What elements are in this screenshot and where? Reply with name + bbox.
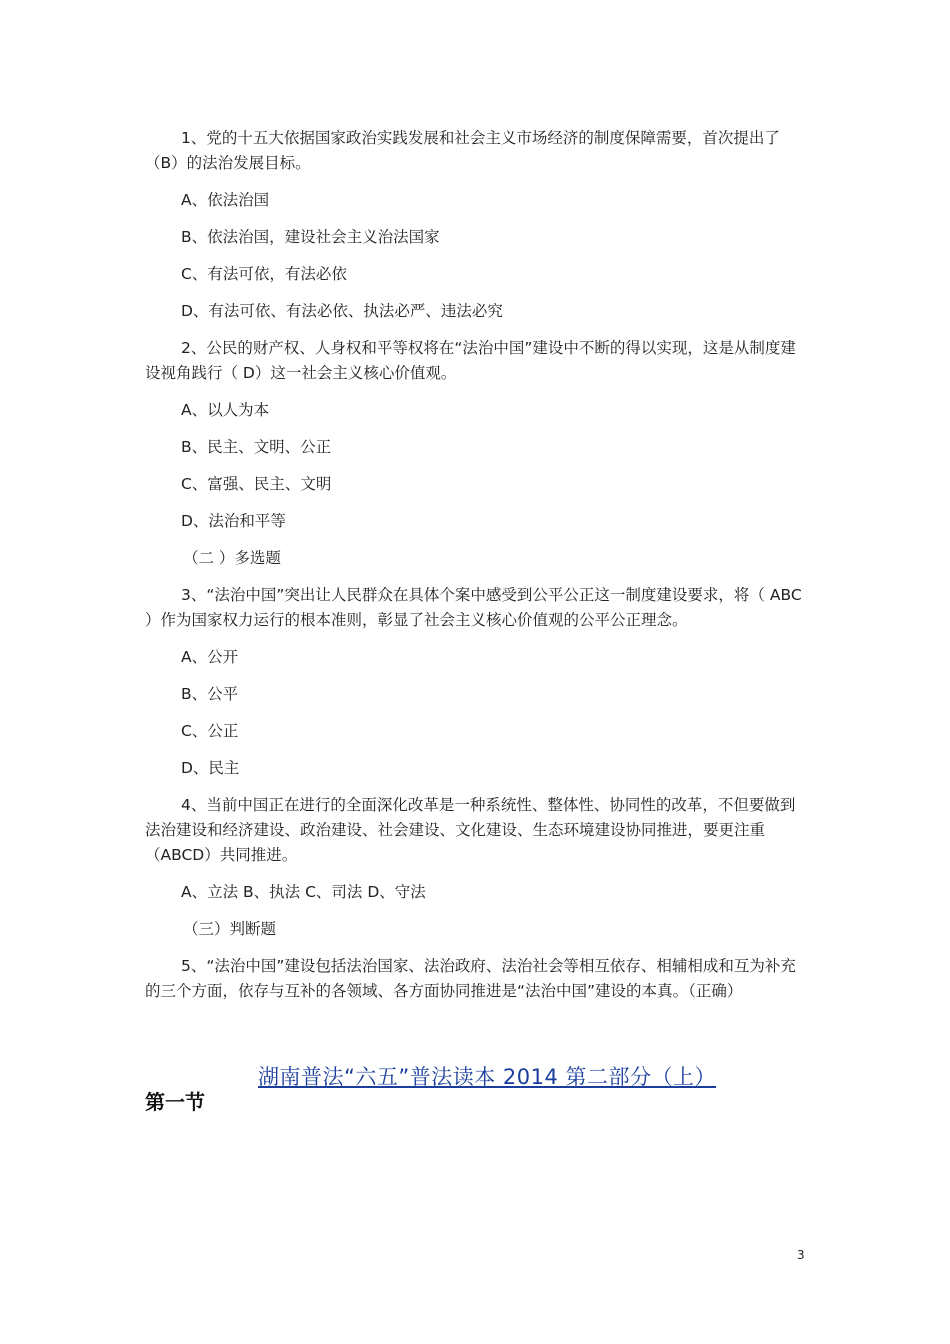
section-multi-choice: （二 ）多选题 bbox=[183, 549, 281, 567]
question-5: 5、“法治中国”建设包括法治国家、法治政府、法治社会等相互依存、相辅相成和互为补充的三个方面，依存与互补的各领域、各方面协同推进是“法治中国”建设的本真。（正确） bbox=[145, 957, 796, 1000]
section-true-false: （三）判断题 bbox=[183, 920, 277, 938]
question-3-option-b: B、公平 bbox=[181, 685, 239, 703]
question-2: 2、公民的财产权、人身权和平等权将在“法治中国”建设中不断的得以实现，这是从制度建设视角践行（ D）这一社会主义核心价值观。 bbox=[145, 339, 796, 382]
question-2-option-a: A、以人为本 bbox=[181, 401, 270, 419]
question-4: 4、当前中国正在进行的全面深化改革是一种系统性、整体性、协同性的改革，不但要做到法治建设和经济建设、政治建设、社会建设、文化建设、生态环境建设协同推进，要更注重（ABCD）共同推进。 bbox=[145, 796, 796, 864]
question-3-option-d: D、民主 bbox=[181, 759, 240, 777]
question-2-option-d: D、法治和平等 bbox=[181, 512, 286, 530]
question-3-option-c: C、公正 bbox=[181, 722, 239, 740]
question-1-option-b: B、依法治国，建设社会主义治法国家 bbox=[181, 228, 440, 246]
question-1: 1、党的十五大依据国家政治实践发展和社会主义市场经济的制度保障需要，首次提出了（B）的法治发展目标。 bbox=[145, 129, 780, 172]
question-2-option-c: C、富强、民主、文明 bbox=[181, 475, 332, 493]
page-number: 3 bbox=[797, 1248, 805, 1262]
question-1-option-c: C、有法可依，有法必依 bbox=[181, 265, 347, 283]
section-heading: 第一节 bbox=[145, 1090, 205, 1114]
question-1-option-d: D、有法可依、有法必依、执法必严、违法必究 bbox=[181, 302, 503, 320]
document-body bbox=[145, 126, 810, 1016]
question-4-options: A、立法 B、执法 C、司法 D、守法 bbox=[181, 883, 426, 901]
question-3-option-a: A、公开 bbox=[181, 648, 239, 666]
question-2-option-b: B、民主、文明、公正 bbox=[181, 438, 332, 456]
question-1-option-a: A、依法治国 bbox=[181, 191, 270, 209]
question-3: 3、“法治中国”突出让人民群众在具体个案中感受到公平公正这一制度建设要求，将（ ABC ）作为国家权力运行的根本准则，彰显了社会主义核心价值观的公平公正理念。 bbox=[145, 586, 802, 629]
document-title-link[interactable]: 湖南普法“六五”普法读本 2014 第二部分（上） bbox=[258, 1065, 717, 1089]
